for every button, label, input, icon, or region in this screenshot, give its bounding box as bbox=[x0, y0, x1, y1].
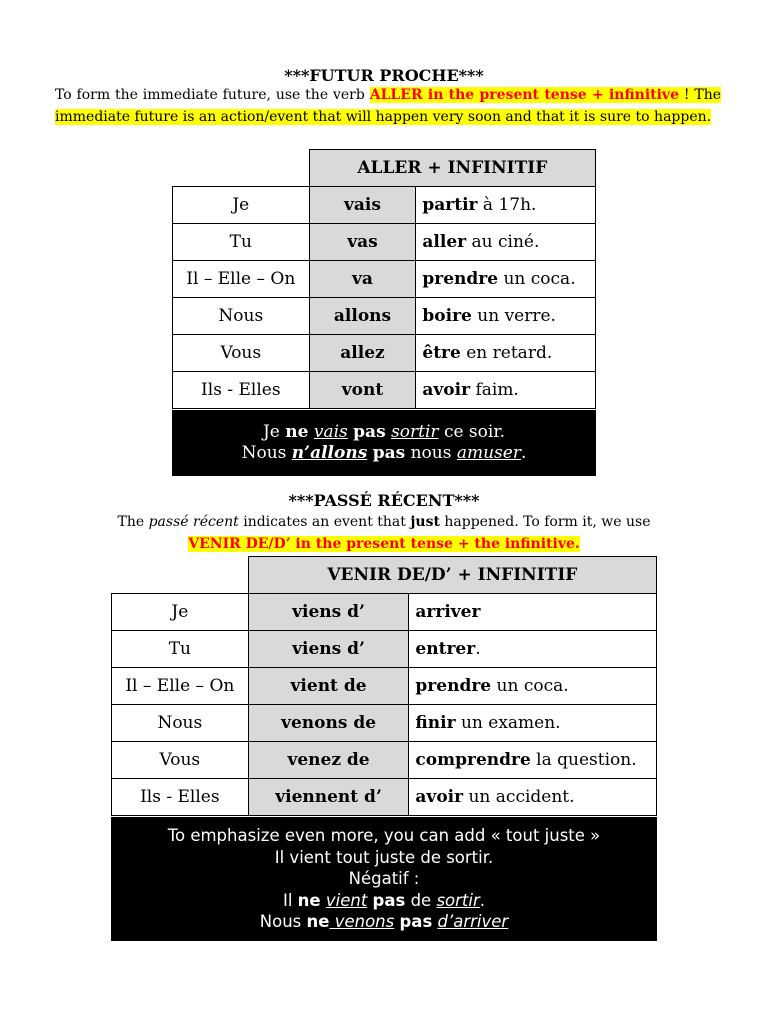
infinitive: entrer bbox=[415, 639, 476, 659]
infinitive: arriver bbox=[415, 602, 481, 622]
neg-pas: pas bbox=[353, 422, 386, 442]
verb-cell: viens d’ bbox=[248, 631, 409, 668]
table-row bbox=[173, 224, 596, 261]
table-row bbox=[173, 372, 596, 409]
note-line: To emphasize even more, you can add « tout juste » bbox=[167, 826, 601, 845]
example-rest: à 17h. bbox=[477, 195, 537, 215]
pronoun-cell: Tu bbox=[112, 631, 249, 668]
pronoun-cell: Nous bbox=[112, 705, 249, 742]
pronoun-cell: Ils - Elles bbox=[112, 779, 249, 816]
verb-cell: vient de bbox=[248, 668, 409, 705]
verb-cell: viennent d’ bbox=[248, 779, 409, 816]
neg-word: Nous bbox=[241, 443, 292, 463]
infinitive: avoir bbox=[415, 787, 464, 807]
table-header: VENIR DE/D’ + INFINITIF bbox=[248, 557, 656, 594]
neg-verb: vient bbox=[325, 890, 368, 910]
pronoun-cell: Ils - Elles bbox=[173, 372, 310, 409]
table-row bbox=[173, 187, 596, 224]
negation-example-1 bbox=[111, 890, 657, 912]
pronoun-cell: Il – Elle – On bbox=[112, 668, 249, 705]
neg-word: Il bbox=[282, 890, 298, 910]
negation-example-2 bbox=[172, 443, 596, 464]
note-line: Négatif : bbox=[348, 869, 420, 888]
table-row bbox=[173, 335, 596, 372]
intro-highlight: ALLER in the present tense + infinitive bbox=[369, 87, 679, 103]
verb-cell: allons bbox=[309, 298, 416, 335]
example-rest: un verre. bbox=[471, 306, 556, 326]
example-cell bbox=[409, 594, 657, 631]
example-rest: un examen. bbox=[455, 713, 561, 733]
passe-recent-title: ***PASSÉ RÉCENT*** bbox=[288, 491, 480, 510]
neg-infinitive: sortir bbox=[391, 422, 439, 442]
neg-ne: ne bbox=[297, 890, 321, 910]
table-header: ALLER + INFINITIF bbox=[309, 150, 595, 187]
neg-word: de bbox=[405, 890, 437, 910]
neg-pas: pas bbox=[399, 912, 433, 931]
neg-verb: vais bbox=[313, 422, 348, 442]
infinitive: prendre bbox=[415, 676, 492, 696]
infinitive: être bbox=[422, 343, 461, 363]
example-cell bbox=[409, 779, 657, 816]
infinitive: finir bbox=[415, 713, 456, 733]
verb-cell: allez bbox=[309, 335, 416, 372]
neg-infinitive: sortir bbox=[436, 890, 480, 910]
table-row bbox=[112, 668, 657, 705]
neg-dot: . bbox=[520, 443, 527, 463]
neg-verb: venons bbox=[329, 912, 395, 931]
table-row bbox=[112, 742, 657, 779]
verb-cell: venez de bbox=[248, 742, 409, 779]
example-rest: en retard. bbox=[460, 343, 553, 363]
infinitive: partir bbox=[422, 195, 478, 215]
neg-word: Nous bbox=[259, 912, 307, 931]
intro-line-1 bbox=[0, 512, 768, 534]
neg-dot: . bbox=[479, 890, 486, 910]
futur-proche-intro bbox=[55, 85, 721, 128]
table-row bbox=[173, 261, 596, 298]
negation-example-2 bbox=[111, 911, 657, 933]
venir-table bbox=[111, 556, 657, 816]
verb-cell: vont bbox=[309, 372, 416, 409]
pronoun-cell: Il – Elle – On bbox=[173, 261, 310, 298]
table-corner bbox=[112, 557, 249, 594]
table-corner bbox=[173, 150, 310, 187]
neg-infinitive: amuser bbox=[456, 443, 521, 463]
infinitive: comprendre bbox=[415, 750, 531, 770]
intro-text: indicates an event that bbox=[238, 514, 411, 530]
aller-table bbox=[172, 149, 596, 409]
example-cell bbox=[416, 335, 596, 372]
table-row bbox=[112, 594, 657, 631]
intro-text-2: ! The immediate future is an action/event that will happen very soon and that it is sure to happen. bbox=[55, 87, 721, 125]
intro-highlight: VENIR DE/D’ in the present tense + the infinitive. bbox=[188, 535, 580, 552]
example-rest: . bbox=[475, 639, 481, 659]
neg-pas: pas bbox=[372, 443, 406, 463]
neg-verb: n’allons bbox=[291, 443, 368, 463]
example-cell bbox=[416, 187, 596, 224]
example-rest: un coca. bbox=[491, 676, 569, 696]
example-rest: la question. bbox=[530, 750, 637, 770]
intro-italic: passé récent bbox=[148, 514, 239, 530]
example-rest: faim. bbox=[470, 380, 519, 400]
neg-infinitive: d’arriver bbox=[437, 912, 509, 931]
intro-text: The bbox=[117, 514, 149, 530]
table-row bbox=[112, 779, 657, 816]
verb-cell: venons de bbox=[248, 705, 409, 742]
infinitive: avoir bbox=[422, 380, 471, 400]
pronoun-cell: Vous bbox=[173, 335, 310, 372]
example-rest: un accident. bbox=[463, 787, 575, 807]
intro-bold: just bbox=[410, 514, 440, 530]
table-row bbox=[173, 298, 596, 335]
infinitive: aller bbox=[422, 232, 467, 252]
example-cell bbox=[409, 668, 657, 705]
pronoun-cell: Je bbox=[173, 187, 310, 224]
neg-pas: pas bbox=[372, 890, 406, 910]
example-cell bbox=[416, 261, 596, 298]
example-cell bbox=[409, 705, 657, 742]
intro-text: happened. To form it, we use bbox=[439, 514, 651, 530]
example-rest: un coca. bbox=[498, 269, 576, 289]
example-cell bbox=[416, 298, 596, 335]
verb-cell: vas bbox=[309, 224, 416, 261]
pronoun-cell: Nous bbox=[173, 298, 310, 335]
example-cell bbox=[409, 742, 657, 779]
table-row bbox=[112, 705, 657, 742]
negation-example-1 bbox=[172, 422, 596, 443]
neg-word: Je bbox=[262, 422, 286, 442]
example-cell bbox=[409, 631, 657, 668]
pronoun-cell: Tu bbox=[173, 224, 310, 261]
passe-recent-intro bbox=[0, 512, 768, 555]
verb-cell: viens d’ bbox=[248, 594, 409, 631]
neg-ne: ne bbox=[285, 422, 309, 442]
intro-text-1: To form the immediate future, use the verb bbox=[55, 87, 370, 103]
example-cell bbox=[416, 372, 596, 409]
verb-cell: va bbox=[309, 261, 416, 298]
pronoun-cell: Je bbox=[112, 594, 249, 631]
infinitive: prendre bbox=[422, 269, 499, 289]
table-row bbox=[112, 631, 657, 668]
futur-proche-title: ***FUTUR PROCHE*** bbox=[284, 66, 484, 85]
neg-ne: ne bbox=[306, 912, 330, 931]
verb-cell: vais bbox=[309, 187, 416, 224]
example-rest: au ciné. bbox=[466, 232, 540, 252]
neg-rest: ce soir. bbox=[438, 422, 505, 442]
intro-line-2 bbox=[0, 534, 768, 556]
emphasis-box bbox=[111, 817, 657, 941]
note-line: Il vient tout juste de sortir. bbox=[274, 847, 494, 867]
neg-word: nous bbox=[405, 443, 457, 463]
pronoun-cell: Vous bbox=[112, 742, 249, 779]
negation-box bbox=[172, 410, 596, 476]
example-cell bbox=[416, 224, 596, 261]
infinitive: boire bbox=[422, 306, 472, 326]
